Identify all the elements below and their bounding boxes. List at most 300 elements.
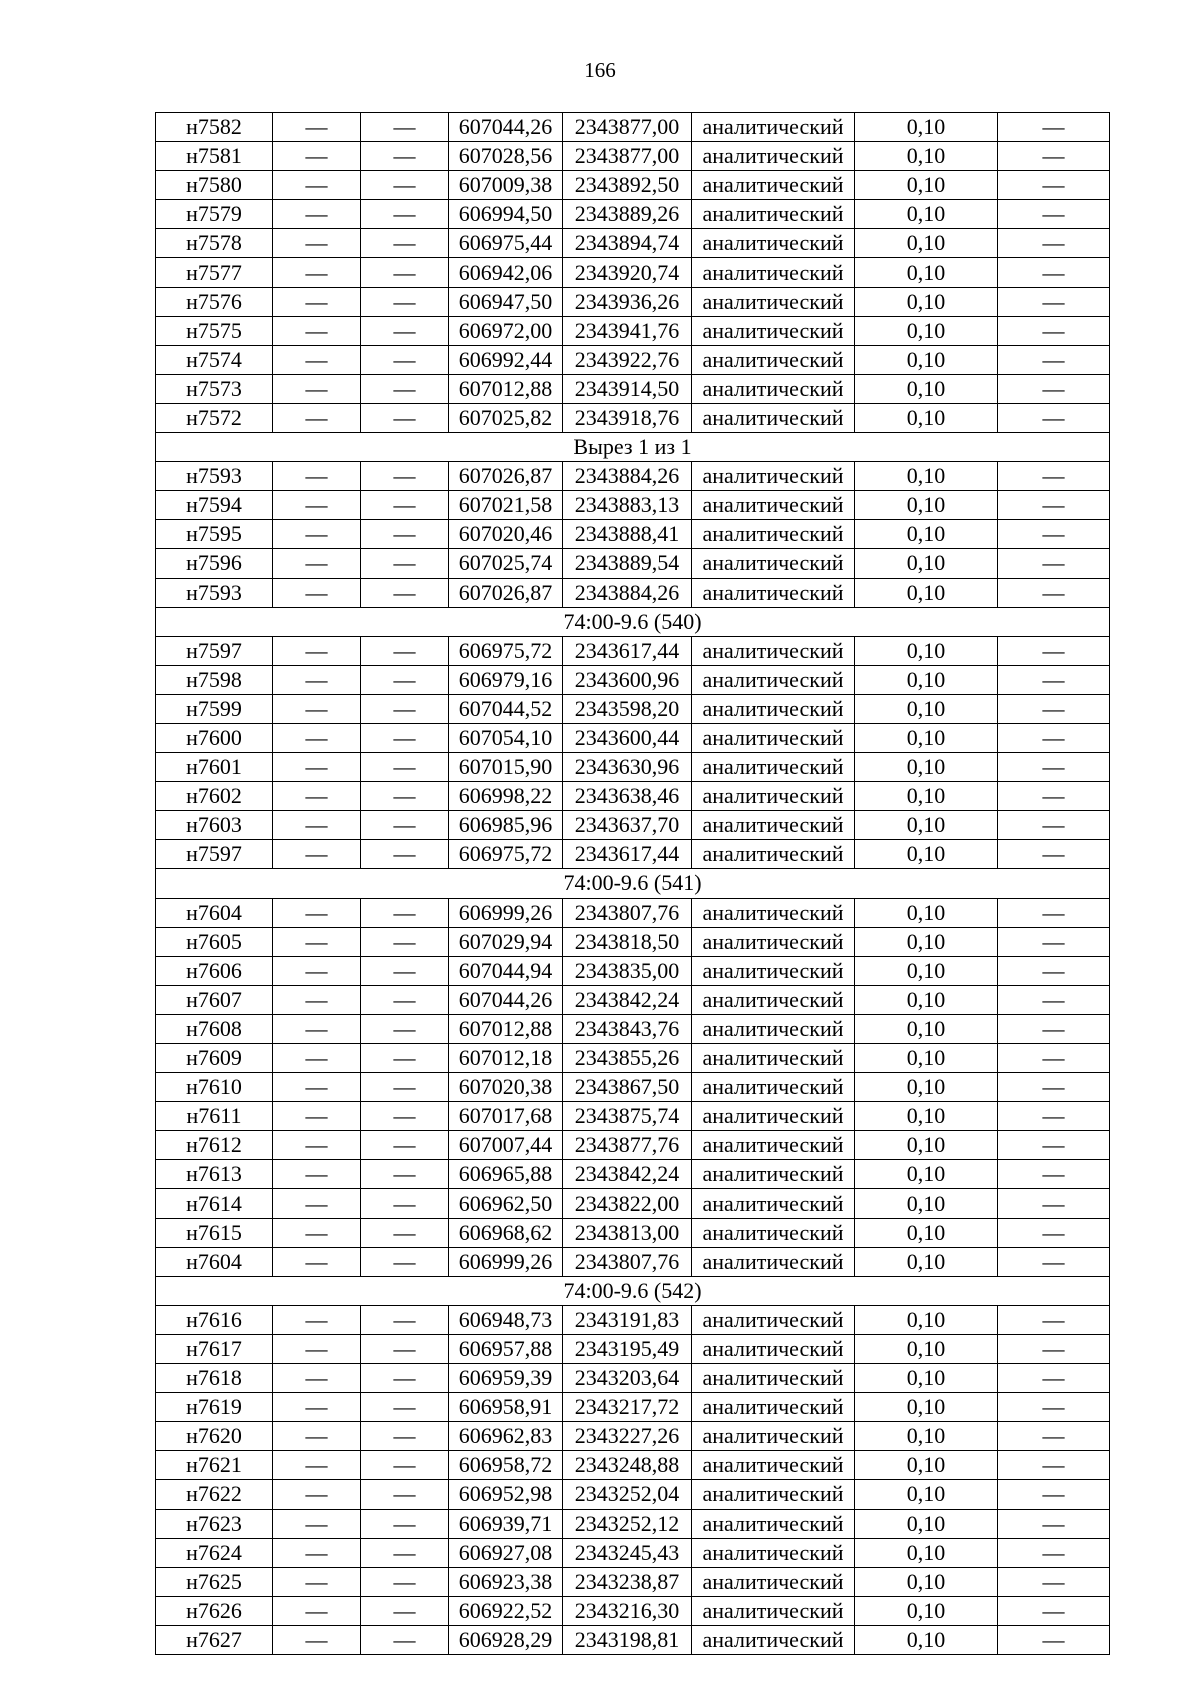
y-coordinate-cell: 2343883,13 bbox=[563, 491, 692, 520]
method-cell: аналитический bbox=[692, 374, 855, 403]
point-id-cell: н7618 bbox=[156, 1364, 273, 1393]
accuracy-cell: 0,10 bbox=[855, 782, 998, 811]
method-cell: аналитический bbox=[692, 1422, 855, 1451]
point-id-cell: н7608 bbox=[156, 1014, 273, 1043]
point-id-cell: н7578 bbox=[156, 229, 273, 258]
table-row bbox=[156, 927, 1110, 956]
dash-cell: — bbox=[273, 578, 361, 607]
y-coordinate-cell: 2343238,87 bbox=[563, 1567, 692, 1596]
accuracy-cell: 0,10 bbox=[855, 1451, 998, 1480]
table-row bbox=[156, 200, 1110, 229]
y-coordinate-cell: 2343638,46 bbox=[563, 782, 692, 811]
y-coordinate-cell: 2343245,43 bbox=[563, 1538, 692, 1567]
x-coordinate-cell: 607025,82 bbox=[449, 403, 563, 432]
table-row bbox=[156, 1567, 1110, 1596]
dash-cell: — bbox=[998, 753, 1110, 782]
dash-cell: — bbox=[998, 578, 1110, 607]
accuracy-cell: 0,10 bbox=[855, 520, 998, 549]
x-coordinate-cell: 606947,50 bbox=[449, 287, 563, 316]
accuracy-cell: 0,10 bbox=[855, 840, 998, 869]
accuracy-cell: 0,10 bbox=[855, 1480, 998, 1509]
table-row bbox=[156, 1625, 1110, 1654]
dash-cell: — bbox=[998, 840, 1110, 869]
dash-cell: — bbox=[273, 1073, 361, 1102]
section-heading: 74:00-9.6 (540) bbox=[156, 607, 1110, 636]
x-coordinate-cell: 607020,46 bbox=[449, 520, 563, 549]
x-coordinate-cell: 607044,26 bbox=[449, 113, 563, 142]
dash-cell: — bbox=[361, 287, 449, 316]
x-coordinate-cell: 606985,96 bbox=[449, 811, 563, 840]
dash-cell: — bbox=[273, 636, 361, 665]
dash-cell: — bbox=[998, 1538, 1110, 1567]
dash-cell: — bbox=[361, 1160, 449, 1189]
method-cell: аналитический bbox=[692, 1596, 855, 1625]
x-coordinate-cell: 606992,44 bbox=[449, 345, 563, 374]
table-row bbox=[156, 462, 1110, 491]
point-id-cell: н7593 bbox=[156, 578, 273, 607]
accuracy-cell: 0,10 bbox=[855, 1189, 998, 1218]
dash-cell: — bbox=[361, 1334, 449, 1363]
point-id-cell: н7625 bbox=[156, 1567, 273, 1596]
point-id-cell: н7598 bbox=[156, 665, 273, 694]
dash-cell: — bbox=[361, 1567, 449, 1596]
x-coordinate-cell: 607054,10 bbox=[449, 723, 563, 752]
dash-cell: — bbox=[361, 113, 449, 142]
dash-cell: — bbox=[998, 1480, 1110, 1509]
table-row bbox=[156, 1131, 1110, 1160]
dash-cell: — bbox=[273, 927, 361, 956]
dash-cell: — bbox=[361, 1451, 449, 1480]
accuracy-cell: 0,10 bbox=[855, 1393, 998, 1422]
method-cell: аналитический bbox=[692, 1073, 855, 1102]
y-coordinate-cell: 2343867,50 bbox=[563, 1073, 692, 1102]
y-coordinate-cell: 2343822,00 bbox=[563, 1189, 692, 1218]
dash-cell: — bbox=[273, 1451, 361, 1480]
y-coordinate-cell: 2343920,74 bbox=[563, 258, 692, 287]
accuracy-cell: 0,10 bbox=[855, 1596, 998, 1625]
accuracy-cell: 0,10 bbox=[855, 374, 998, 403]
dash-cell: — bbox=[361, 1247, 449, 1276]
method-cell: аналитический bbox=[692, 1247, 855, 1276]
accuracy-cell: 0,10 bbox=[855, 462, 998, 491]
method-cell: аналитический bbox=[692, 1451, 855, 1480]
dash-cell: — bbox=[361, 1364, 449, 1393]
x-coordinate-cell: 607026,87 bbox=[449, 578, 563, 607]
table-row bbox=[156, 287, 1110, 316]
table-row bbox=[156, 1334, 1110, 1363]
dash-cell: — bbox=[361, 374, 449, 403]
table-row bbox=[156, 723, 1110, 752]
dash-cell: — bbox=[273, 142, 361, 171]
point-id-cell: н7622 bbox=[156, 1480, 273, 1509]
accuracy-cell: 0,10 bbox=[855, 491, 998, 520]
dash-cell: — bbox=[361, 1625, 449, 1654]
y-coordinate-cell: 2343842,24 bbox=[563, 985, 692, 1014]
method-cell: аналитический bbox=[692, 840, 855, 869]
table-row bbox=[156, 403, 1110, 432]
point-id-cell: н7597 bbox=[156, 636, 273, 665]
point-id-cell: н7611 bbox=[156, 1102, 273, 1131]
dash-cell: — bbox=[273, 1422, 361, 1451]
method-cell: аналитический bbox=[692, 1014, 855, 1043]
dash-cell: — bbox=[361, 171, 449, 200]
y-coordinate-cell: 2343248,88 bbox=[563, 1451, 692, 1480]
method-cell: аналитический bbox=[692, 200, 855, 229]
dash-cell: — bbox=[273, 200, 361, 229]
dash-cell: — bbox=[273, 1334, 361, 1363]
dash-cell: — bbox=[361, 1014, 449, 1043]
dash-cell: — bbox=[273, 374, 361, 403]
dash-cell: — bbox=[998, 1625, 1110, 1654]
y-coordinate-cell: 2343922,76 bbox=[563, 345, 692, 374]
y-coordinate-cell: 2343191,83 bbox=[563, 1305, 692, 1334]
accuracy-cell: 0,10 bbox=[855, 316, 998, 345]
y-coordinate-cell: 2343884,26 bbox=[563, 462, 692, 491]
method-cell: аналитический bbox=[692, 665, 855, 694]
dash-cell: — bbox=[273, 1218, 361, 1247]
dash-cell: — bbox=[361, 1305, 449, 1334]
x-coordinate-cell: 606958,91 bbox=[449, 1393, 563, 1422]
point-id-cell: н7580 bbox=[156, 171, 273, 200]
y-coordinate-cell: 2343835,00 bbox=[563, 956, 692, 985]
dash-cell: — bbox=[998, 258, 1110, 287]
x-coordinate-cell: 607012,88 bbox=[449, 1014, 563, 1043]
accuracy-cell: 0,10 bbox=[855, 1247, 998, 1276]
coordinates-table bbox=[155, 112, 1110, 1655]
accuracy-cell: 0,10 bbox=[855, 665, 998, 694]
method-cell: аналитический bbox=[692, 520, 855, 549]
dash-cell: — bbox=[273, 287, 361, 316]
table-row bbox=[156, 1596, 1110, 1625]
section-heading-row bbox=[156, 433, 1110, 462]
accuracy-cell: 0,10 bbox=[855, 345, 998, 374]
dash-cell: — bbox=[273, 753, 361, 782]
section-heading: Вырез 1 из 1 bbox=[156, 433, 1110, 462]
table-row bbox=[156, 229, 1110, 258]
y-coordinate-cell: 2343855,26 bbox=[563, 1044, 692, 1073]
dash-cell: — bbox=[273, 1102, 361, 1131]
method-cell: аналитический bbox=[692, 927, 855, 956]
table-row bbox=[156, 1044, 1110, 1073]
table-row bbox=[156, 316, 1110, 345]
y-coordinate-cell: 2343252,12 bbox=[563, 1509, 692, 1538]
dash-cell: — bbox=[361, 811, 449, 840]
x-coordinate-cell: 607015,90 bbox=[449, 753, 563, 782]
y-coordinate-cell: 2343617,44 bbox=[563, 636, 692, 665]
point-id-cell: н7604 bbox=[156, 1247, 273, 1276]
point-id-cell: н7612 bbox=[156, 1131, 273, 1160]
point-id-cell: н7621 bbox=[156, 1451, 273, 1480]
dash-cell: — bbox=[361, 1073, 449, 1102]
point-id-cell: н7573 bbox=[156, 374, 273, 403]
method-cell: аналитический bbox=[692, 1364, 855, 1393]
y-coordinate-cell: 2343818,50 bbox=[563, 927, 692, 956]
x-coordinate-cell: 606962,50 bbox=[449, 1189, 563, 1218]
x-coordinate-cell: 606998,22 bbox=[449, 782, 563, 811]
dash-cell: — bbox=[361, 1189, 449, 1218]
dash-cell: — bbox=[998, 1393, 1110, 1422]
accuracy-cell: 0,10 bbox=[855, 1044, 998, 1073]
table-row bbox=[156, 1480, 1110, 1509]
table-row bbox=[156, 1218, 1110, 1247]
table-row bbox=[156, 1189, 1110, 1218]
x-coordinate-cell: 606999,26 bbox=[449, 1247, 563, 1276]
point-id-cell: н7617 bbox=[156, 1334, 273, 1363]
dash-cell: — bbox=[998, 316, 1110, 345]
dash-cell: — bbox=[998, 1014, 1110, 1043]
point-id-cell: н7619 bbox=[156, 1393, 273, 1422]
table-row bbox=[156, 520, 1110, 549]
x-coordinate-cell: 606994,50 bbox=[449, 200, 563, 229]
dash-cell: — bbox=[998, 1509, 1110, 1538]
accuracy-cell: 0,10 bbox=[855, 578, 998, 607]
dash-cell: — bbox=[998, 723, 1110, 752]
x-coordinate-cell: 607021,58 bbox=[449, 491, 563, 520]
table-row bbox=[156, 142, 1110, 171]
x-coordinate-cell: 607009,38 bbox=[449, 171, 563, 200]
y-coordinate-cell: 2343252,04 bbox=[563, 1480, 692, 1509]
accuracy-cell: 0,10 bbox=[855, 1334, 998, 1363]
point-id-cell: н7600 bbox=[156, 723, 273, 752]
dash-cell: — bbox=[998, 200, 1110, 229]
accuracy-cell: 0,10 bbox=[855, 927, 998, 956]
table-row bbox=[156, 636, 1110, 665]
accuracy-cell: 0,10 bbox=[855, 200, 998, 229]
dash-cell: — bbox=[273, 1538, 361, 1567]
dash-cell: — bbox=[273, 985, 361, 1014]
method-cell: аналитический bbox=[692, 1509, 855, 1538]
method-cell: аналитический bbox=[692, 1480, 855, 1509]
point-id-cell: н7596 bbox=[156, 549, 273, 578]
y-coordinate-cell: 2343941,76 bbox=[563, 316, 692, 345]
dash-cell: — bbox=[998, 898, 1110, 927]
dash-cell: — bbox=[998, 1131, 1110, 1160]
y-coordinate-cell: 2343807,76 bbox=[563, 1247, 692, 1276]
dash-cell: — bbox=[998, 491, 1110, 520]
table-row bbox=[156, 840, 1110, 869]
table-row bbox=[156, 1538, 1110, 1567]
point-id-cell: н7603 bbox=[156, 811, 273, 840]
x-coordinate-cell: 607028,56 bbox=[449, 142, 563, 171]
y-coordinate-cell: 2343889,26 bbox=[563, 200, 692, 229]
dash-cell: — bbox=[273, 1189, 361, 1218]
dash-cell: — bbox=[998, 171, 1110, 200]
dash-cell: — bbox=[998, 287, 1110, 316]
table-row bbox=[156, 1073, 1110, 1102]
dash-cell: — bbox=[361, 462, 449, 491]
table-row bbox=[156, 1014, 1110, 1043]
point-id-cell: н7582 bbox=[156, 113, 273, 142]
dash-cell: — bbox=[998, 520, 1110, 549]
dash-cell: — bbox=[998, 403, 1110, 432]
dash-cell: — bbox=[998, 1596, 1110, 1625]
accuracy-cell: 0,10 bbox=[855, 753, 998, 782]
dash-cell: — bbox=[998, 1305, 1110, 1334]
point-id-cell: н7599 bbox=[156, 694, 273, 723]
dash-cell: — bbox=[361, 1509, 449, 1538]
dash-cell: — bbox=[361, 316, 449, 345]
dash-cell: — bbox=[361, 665, 449, 694]
accuracy-cell: 0,10 bbox=[855, 1509, 998, 1538]
dash-cell: — bbox=[998, 956, 1110, 985]
y-coordinate-cell: 2343918,76 bbox=[563, 403, 692, 432]
y-coordinate-cell: 2343843,76 bbox=[563, 1014, 692, 1043]
dash-cell: — bbox=[361, 753, 449, 782]
dash-cell: — bbox=[273, 1014, 361, 1043]
x-coordinate-cell: 606972,00 bbox=[449, 316, 563, 345]
dash-cell: — bbox=[273, 956, 361, 985]
accuracy-cell: 0,10 bbox=[855, 1014, 998, 1043]
point-id-cell: н7577 bbox=[156, 258, 273, 287]
dash-cell: — bbox=[361, 782, 449, 811]
table-row bbox=[156, 1364, 1110, 1393]
method-cell: аналитический bbox=[692, 229, 855, 258]
x-coordinate-cell: 606965,88 bbox=[449, 1160, 563, 1189]
dash-cell: — bbox=[998, 1160, 1110, 1189]
method-cell: аналитический bbox=[692, 1131, 855, 1160]
method-cell: аналитический bbox=[692, 171, 855, 200]
y-coordinate-cell: 2343936,26 bbox=[563, 287, 692, 316]
x-coordinate-cell: 607012,18 bbox=[449, 1044, 563, 1073]
dash-cell: — bbox=[273, 171, 361, 200]
point-id-cell: н7620 bbox=[156, 1422, 273, 1451]
method-cell: аналитический bbox=[692, 491, 855, 520]
dash-cell: — bbox=[273, 491, 361, 520]
point-id-cell: н7595 bbox=[156, 520, 273, 549]
accuracy-cell: 0,10 bbox=[855, 1305, 998, 1334]
table-row bbox=[156, 345, 1110, 374]
y-coordinate-cell: 2343813,00 bbox=[563, 1218, 692, 1247]
table-row bbox=[156, 1451, 1110, 1480]
dash-cell: — bbox=[361, 985, 449, 1014]
dash-cell: — bbox=[273, 1044, 361, 1073]
table-row bbox=[156, 1160, 1110, 1189]
dash-cell: — bbox=[998, 549, 1110, 578]
method-cell: аналитический bbox=[692, 462, 855, 491]
dash-cell: — bbox=[361, 578, 449, 607]
dash-cell: — bbox=[998, 636, 1110, 665]
y-coordinate-cell: 2343600,96 bbox=[563, 665, 692, 694]
table-row bbox=[156, 1422, 1110, 1451]
point-id-cell: н7576 bbox=[156, 287, 273, 316]
dash-cell: — bbox=[361, 549, 449, 578]
table-row bbox=[156, 956, 1110, 985]
x-coordinate-cell: 607029,94 bbox=[449, 927, 563, 956]
dash-cell: — bbox=[273, 113, 361, 142]
y-coordinate-cell: 2343216,30 bbox=[563, 1596, 692, 1625]
dash-cell: — bbox=[273, 1509, 361, 1538]
section-heading-row bbox=[156, 1276, 1110, 1305]
y-coordinate-cell: 2343884,26 bbox=[563, 578, 692, 607]
table-row bbox=[156, 374, 1110, 403]
point-id-cell: н7601 bbox=[156, 753, 273, 782]
x-coordinate-cell: 607025,74 bbox=[449, 549, 563, 578]
x-coordinate-cell: 607044,26 bbox=[449, 985, 563, 1014]
dash-cell: — bbox=[361, 1102, 449, 1131]
point-id-cell: н7605 bbox=[156, 927, 273, 956]
point-id-cell: н7602 bbox=[156, 782, 273, 811]
dash-cell: — bbox=[273, 229, 361, 258]
method-cell: аналитический bbox=[692, 1625, 855, 1654]
dash-cell: — bbox=[361, 956, 449, 985]
accuracy-cell: 0,10 bbox=[855, 723, 998, 752]
dash-cell: — bbox=[273, 694, 361, 723]
dash-cell: — bbox=[998, 1567, 1110, 1596]
y-coordinate-cell: 2343807,76 bbox=[563, 898, 692, 927]
method-cell: аналитический bbox=[692, 1189, 855, 1218]
dash-cell: — bbox=[273, 1247, 361, 1276]
table-row bbox=[156, 491, 1110, 520]
x-coordinate-cell: 606968,62 bbox=[449, 1218, 563, 1247]
dash-cell: — bbox=[273, 1305, 361, 1334]
table-row bbox=[156, 782, 1110, 811]
y-coordinate-cell: 2343892,50 bbox=[563, 171, 692, 200]
dash-cell: — bbox=[273, 1480, 361, 1509]
dash-cell: — bbox=[998, 1102, 1110, 1131]
dash-cell: — bbox=[361, 636, 449, 665]
table-row bbox=[156, 1393, 1110, 1422]
x-coordinate-cell: 607020,38 bbox=[449, 1073, 563, 1102]
accuracy-cell: 0,10 bbox=[855, 229, 998, 258]
x-coordinate-cell: 606948,73 bbox=[449, 1305, 563, 1334]
accuracy-cell: 0,10 bbox=[855, 1538, 998, 1567]
dash-cell: — bbox=[998, 1073, 1110, 1102]
point-id-cell: н7610 bbox=[156, 1073, 273, 1102]
y-coordinate-cell: 2343842,24 bbox=[563, 1160, 692, 1189]
dash-cell: — bbox=[273, 811, 361, 840]
dash-cell: — bbox=[273, 549, 361, 578]
y-coordinate-cell: 2343217,72 bbox=[563, 1393, 692, 1422]
dash-cell: — bbox=[273, 403, 361, 432]
method-cell: аналитический bbox=[692, 811, 855, 840]
y-coordinate-cell: 2343914,50 bbox=[563, 374, 692, 403]
section-heading-row bbox=[156, 607, 1110, 636]
accuracy-cell: 0,10 bbox=[855, 1131, 998, 1160]
dash-cell: — bbox=[273, 840, 361, 869]
dash-cell: — bbox=[998, 113, 1110, 142]
accuracy-cell: 0,10 bbox=[855, 113, 998, 142]
point-id-cell: н7615 bbox=[156, 1218, 273, 1247]
dash-cell: — bbox=[361, 200, 449, 229]
y-coordinate-cell: 2343198,81 bbox=[563, 1625, 692, 1654]
table-row bbox=[156, 1305, 1110, 1334]
dash-cell: — bbox=[361, 694, 449, 723]
table-row bbox=[156, 171, 1110, 200]
dash-cell: — bbox=[998, 694, 1110, 723]
method-cell: аналитический bbox=[692, 142, 855, 171]
point-id-cell: н7574 bbox=[156, 345, 273, 374]
dash-cell: — bbox=[361, 258, 449, 287]
method-cell: аналитический bbox=[692, 549, 855, 578]
table-row bbox=[156, 665, 1110, 694]
page-number: 166 bbox=[584, 58, 616, 82]
dash-cell: — bbox=[361, 898, 449, 927]
y-coordinate-cell: 2343600,44 bbox=[563, 723, 692, 752]
method-cell: аналитический bbox=[692, 345, 855, 374]
x-coordinate-cell: 606959,39 bbox=[449, 1364, 563, 1393]
dash-cell: — bbox=[361, 927, 449, 956]
accuracy-cell: 0,10 bbox=[855, 985, 998, 1014]
y-coordinate-cell: 2343203,64 bbox=[563, 1364, 692, 1393]
accuracy-cell: 0,10 bbox=[855, 142, 998, 171]
method-cell: аналитический bbox=[692, 578, 855, 607]
table-row bbox=[156, 1247, 1110, 1276]
point-id-cell: н7579 bbox=[156, 200, 273, 229]
method-cell: аналитический bbox=[692, 898, 855, 927]
point-id-cell: н7604 bbox=[156, 898, 273, 927]
dash-cell: — bbox=[998, 142, 1110, 171]
x-coordinate-cell: 606923,38 bbox=[449, 1567, 563, 1596]
